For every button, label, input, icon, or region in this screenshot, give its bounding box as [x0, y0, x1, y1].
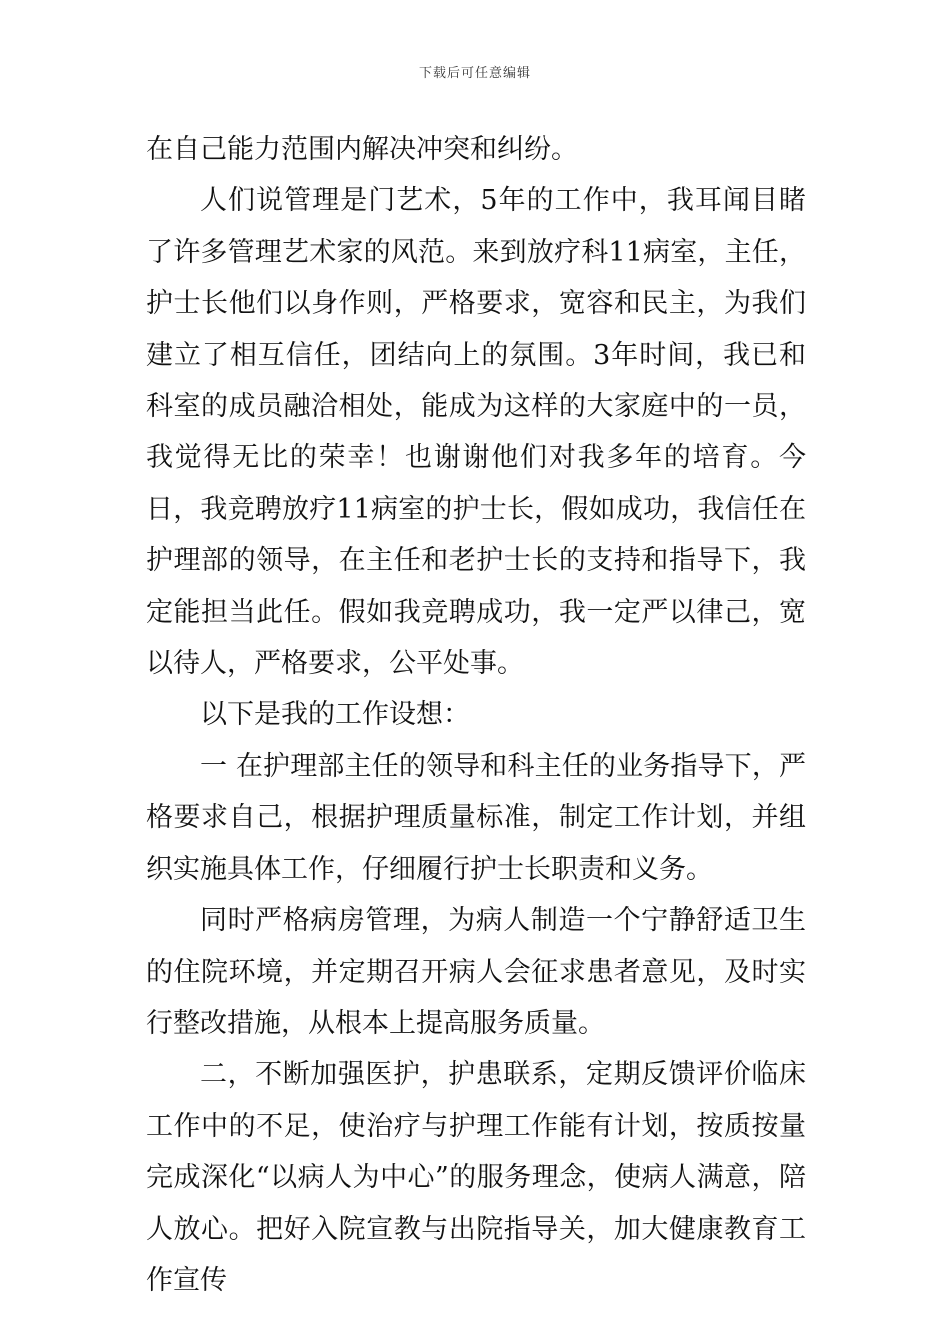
paragraph-continuation: 在自己能力范围内解决冲突和纠纷。 — [146, 134, 578, 165]
paragraph-ward-management: 同时严格病房管理，为病人制造一个宁静舒适卫生的住院环境，并定期召开病人会征求患者意见，及时实行整改措施，从根本上提高服务质量。 — [146, 905, 806, 1039]
paragraph-management-art: 人们说管理是门艺术，5年的工作中，我耳闻目睹了许多管理艺术家的风范。来到放疗科11病室，主任，护士长他们以身作则，严格要求，宽容和民主，为我们建立了相互信任，团结向上的氛围。3年时间，我已和科室的成员融洽相处，能成为这样的大家庭中的一员，我觉得无比的荣幸！也谢谢他们对我多年的培育。今日，我竞聘放疗11病室的护士长，假如成功，我信任在护理部的领导，在主任和老护士长的支持和指导下，我定能担当此任。假如我竞聘成功，我一定严以律己，宽以待人，严格要求，公平处事。 — [146, 185, 806, 680]
document-body — [146, 124, 806, 1306]
paragraph-plan-item-1: 一 在护理部主任的领导和科主任的业务指导下，严格要求自己，根据护理质量标准，制定工作计划，并组织实施具体工作，仔细履行护士长职责和义务。 — [146, 750, 806, 885]
paragraph-work-plan-intro: 以下是我的工作设想： — [200, 699, 470, 731]
paragraph-plan-item-2: 二，不断加强医护，护患联系，定期反馈评价临床工作中的不足，使治疗与护理工作能有计划，按质按量完成深化“以病人为中心”的服务理念，使病人满意，陪人放心。把好入院宣教与出院指导关，加大健康教育工作宣传 — [146, 1059, 806, 1296]
page-header: 下载后可任意编辑 — [418, 66, 531, 81]
